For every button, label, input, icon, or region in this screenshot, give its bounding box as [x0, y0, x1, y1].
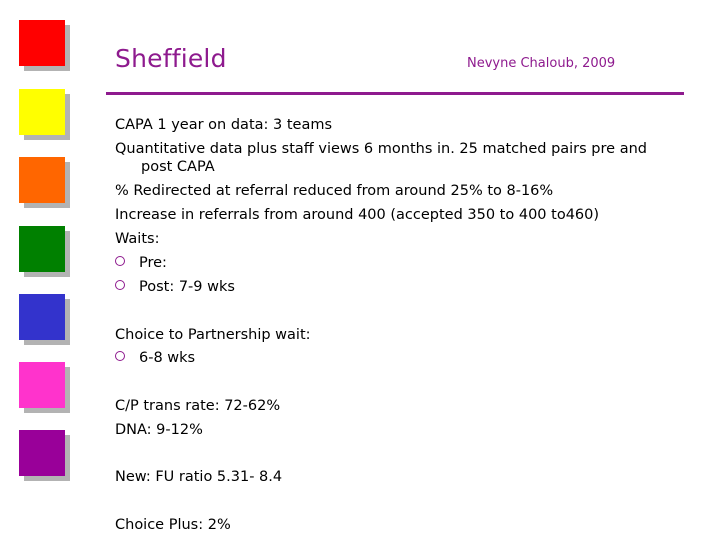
- quantitative-line-cont: post CAPA: [141, 159, 215, 175]
- purple-square: [19, 430, 71, 482]
- blue-square: [19, 294, 71, 346]
- yellow-square: [19, 89, 71, 141]
- cp-rate-line: C/P trans rate: 72-62%: [115, 398, 281, 414]
- dna-line: DNA: 9-12%: [115, 422, 203, 438]
- pink-square: [19, 362, 71, 414]
- orange-square: [19, 157, 71, 209]
- quantitative-line: Quantitative data plus staff views 6 months in. 25 matched pairs pre and: [115, 141, 647, 157]
- fu-ratio-line: New: FU ratio 5.31- 8.4: [115, 469, 283, 485]
- author-credit: Nevyne Chaloub, 2009: [467, 56, 616, 71]
- redirected-line: % Redirected at referral reduced from around 25% to 8-16%: [115, 183, 554, 199]
- hollow-circle-bullet-icon: [115, 351, 125, 361]
- hollow-circle-bullet-icon: [115, 280, 125, 290]
- waits-post-item: [115, 277, 235, 297]
- choice-label: Choice to Partnership wait:: [115, 327, 311, 343]
- waits-pre-item: [115, 253, 167, 273]
- choice-plus-line: Choice Plus: 2%: [115, 517, 231, 533]
- waits-post-text: Post: 7-9 wks: [139, 279, 235, 295]
- capa-line: CAPA 1 year on data: 3 teams: [115, 117, 333, 133]
- green-square: [19, 226, 71, 278]
- choice-value-item: [115, 348, 195, 368]
- title-divider: [106, 92, 684, 95]
- red-square: [19, 20, 71, 72]
- slide-title: Sheffield: [115, 44, 227, 73]
- hollow-circle-bullet-icon: [115, 256, 125, 266]
- waits-pre-text: Pre:: [139, 255, 167, 271]
- choice-value-text: 6-8 wks: [139, 350, 196, 366]
- referrals-line: Increase in referrals from around 400 (accepted 350 to 400 to460): [115, 207, 600, 223]
- waits-label: Waits:: [115, 231, 160, 247]
